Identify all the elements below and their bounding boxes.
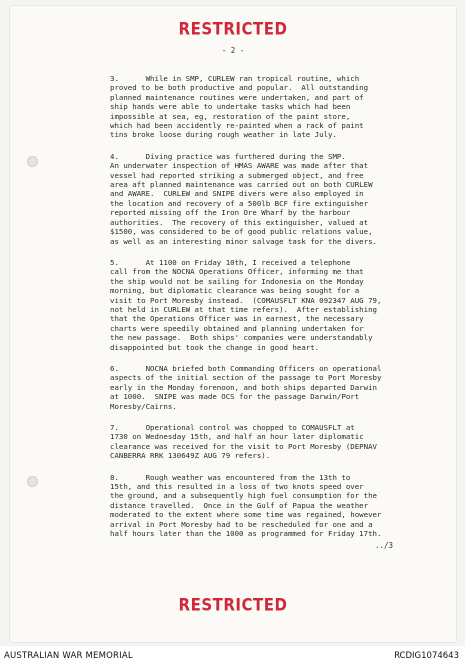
paragraph-7	[110, 423, 440, 461]
text-line: aspects of the initial section of the passage to Port Moresby	[110, 373, 382, 383]
text-line: the new passage. Both ships' companies were understandably	[110, 333, 373, 343]
text-line: that the Operations Officer was in earnest, the necessary	[110, 314, 364, 324]
continuation-marker: ../3	[375, 541, 394, 550]
paragraph-3	[110, 74, 440, 140]
text-line: half hours later than the 1000 as programmed for Friday 17th.	[110, 529, 382, 539]
classification-stamp-bottom: RESTRICTED	[178, 595, 288, 615]
text-line: the ship would not be sailing for Indonesia on the Monday	[110, 276, 364, 286]
archive-footer	[0, 646, 465, 666]
text-line: $1500, was considered to be of good public relations value,	[110, 227, 373, 237]
archive-reference: RCDIG1074643	[394, 651, 459, 661]
punch-hole	[27, 476, 38, 487]
text-line: moderated to the extent where some time was regained, however	[110, 510, 382, 520]
text-line: morning, but diplomatic clearance was being sought for a	[110, 286, 360, 296]
text-line: tins broke loose during rough weather in late July.	[110, 130, 337, 140]
paragraph-6	[110, 364, 440, 411]
text-line: 5. At 1100 on Friday 10th, I received a telephone	[110, 257, 351, 267]
text-line: clearance was received for the visit to Port Moresby (DEPNAV	[110, 441, 377, 451]
text-line: not held in CURLEW at that time refers). After establishing	[110, 304, 377, 314]
text-line: reported missing off the Iron Ore Wharf by the harbour	[110, 208, 351, 218]
text-line: disappointed but took the change in good heart.	[110, 342, 320, 352]
text-line: distance travelled. Once in the Gulf of Papua the weather	[110, 500, 369, 510]
text-line: 15th, and this resulted in a loss of two knots speed over	[110, 482, 364, 492]
paragraph-8	[110, 473, 440, 539]
text-line: which had been accidently re-painted when a rack of paint	[110, 121, 364, 131]
text-line: charts were speedily obtained and planning undertaken for	[110, 323, 364, 333]
text-line: planned maintenance routines were undertaken, and part of	[110, 92, 364, 102]
text-line: 7. Operational control was chopped to COMAUSFLT at	[110, 423, 355, 432]
text-line: impossible at sea, eg, restoration of the paint store,	[110, 111, 351, 121]
text-line: visit to Port Moresby instead. (COMAUSFLT KNA 092347 AUG 79,	[110, 295, 382, 305]
text-line: ship hands were able to undertake tasks which had been	[110, 102, 351, 112]
document-body	[110, 74, 440, 550]
text-line: early in the Monday forenoon, and both ships departed Darwin	[110, 382, 377, 392]
text-line: CANBERRA RRK 130649Z AUG 79 refers).	[110, 451, 271, 461]
classification-stamp-top: RESTRICTED	[178, 19, 288, 39]
text-line: call from the NOCNA Operations Officer, informing me that	[110, 267, 364, 277]
text-line: 1730 on Wednesday 15th, and half an hour later diplomatic	[110, 432, 364, 442]
text-line: 3. While in SMP, CURLEW ran tropical routine, which	[110, 74, 360, 83]
text-line: 8. Rough weather was encountered from the 13th to	[110, 472, 351, 482]
text-line: arrival in Port Moresby had to be rescheduled for one and a	[110, 519, 373, 529]
text-line: vessel had reported striking a submerged object, and free	[110, 170, 364, 180]
punch-hole	[27, 156, 38, 167]
text-line: the ground, and a subsequently high fuel consumption for the	[110, 491, 377, 501]
text-line: An underwater inspection of HMAS AWARE was made after that	[110, 161, 369, 171]
text-line: 4. Diving practice was furthered during the SMP.	[110, 151, 346, 161]
text-line: proved to be both productive and popular. All outstanding	[110, 83, 369, 93]
page-number: - 2 -	[221, 46, 245, 55]
text-line: as well as an interesting minor salvage task for the divers.	[110, 236, 377, 246]
text-line: authorities. The recovery of this extinguisher, valued at	[110, 217, 369, 227]
text-line: and AWARE. CURLEW and SNIPE divers were also employed in	[110, 189, 364, 199]
text-line: Moresby/Cairns.	[110, 401, 177, 411]
text-line: 6. NOCNA briefed both Commanding Officers on operational	[110, 363, 382, 373]
document-page	[10, 6, 456, 642]
paragraph-5	[110, 258, 440, 352]
paragraph-4	[110, 152, 440, 246]
text-line: the location and recovery of a 500lb BCF fire extinguisher	[110, 198, 369, 208]
text-line: area aft planned maintenance was carried out on both CURLEW	[110, 180, 373, 190]
archive-name: AUSTRALIAN WAR MEMORIAL	[4, 651, 133, 661]
text-line: at 1000. SNIPE was made OCS for the passage Darwin/Port	[110, 392, 360, 402]
